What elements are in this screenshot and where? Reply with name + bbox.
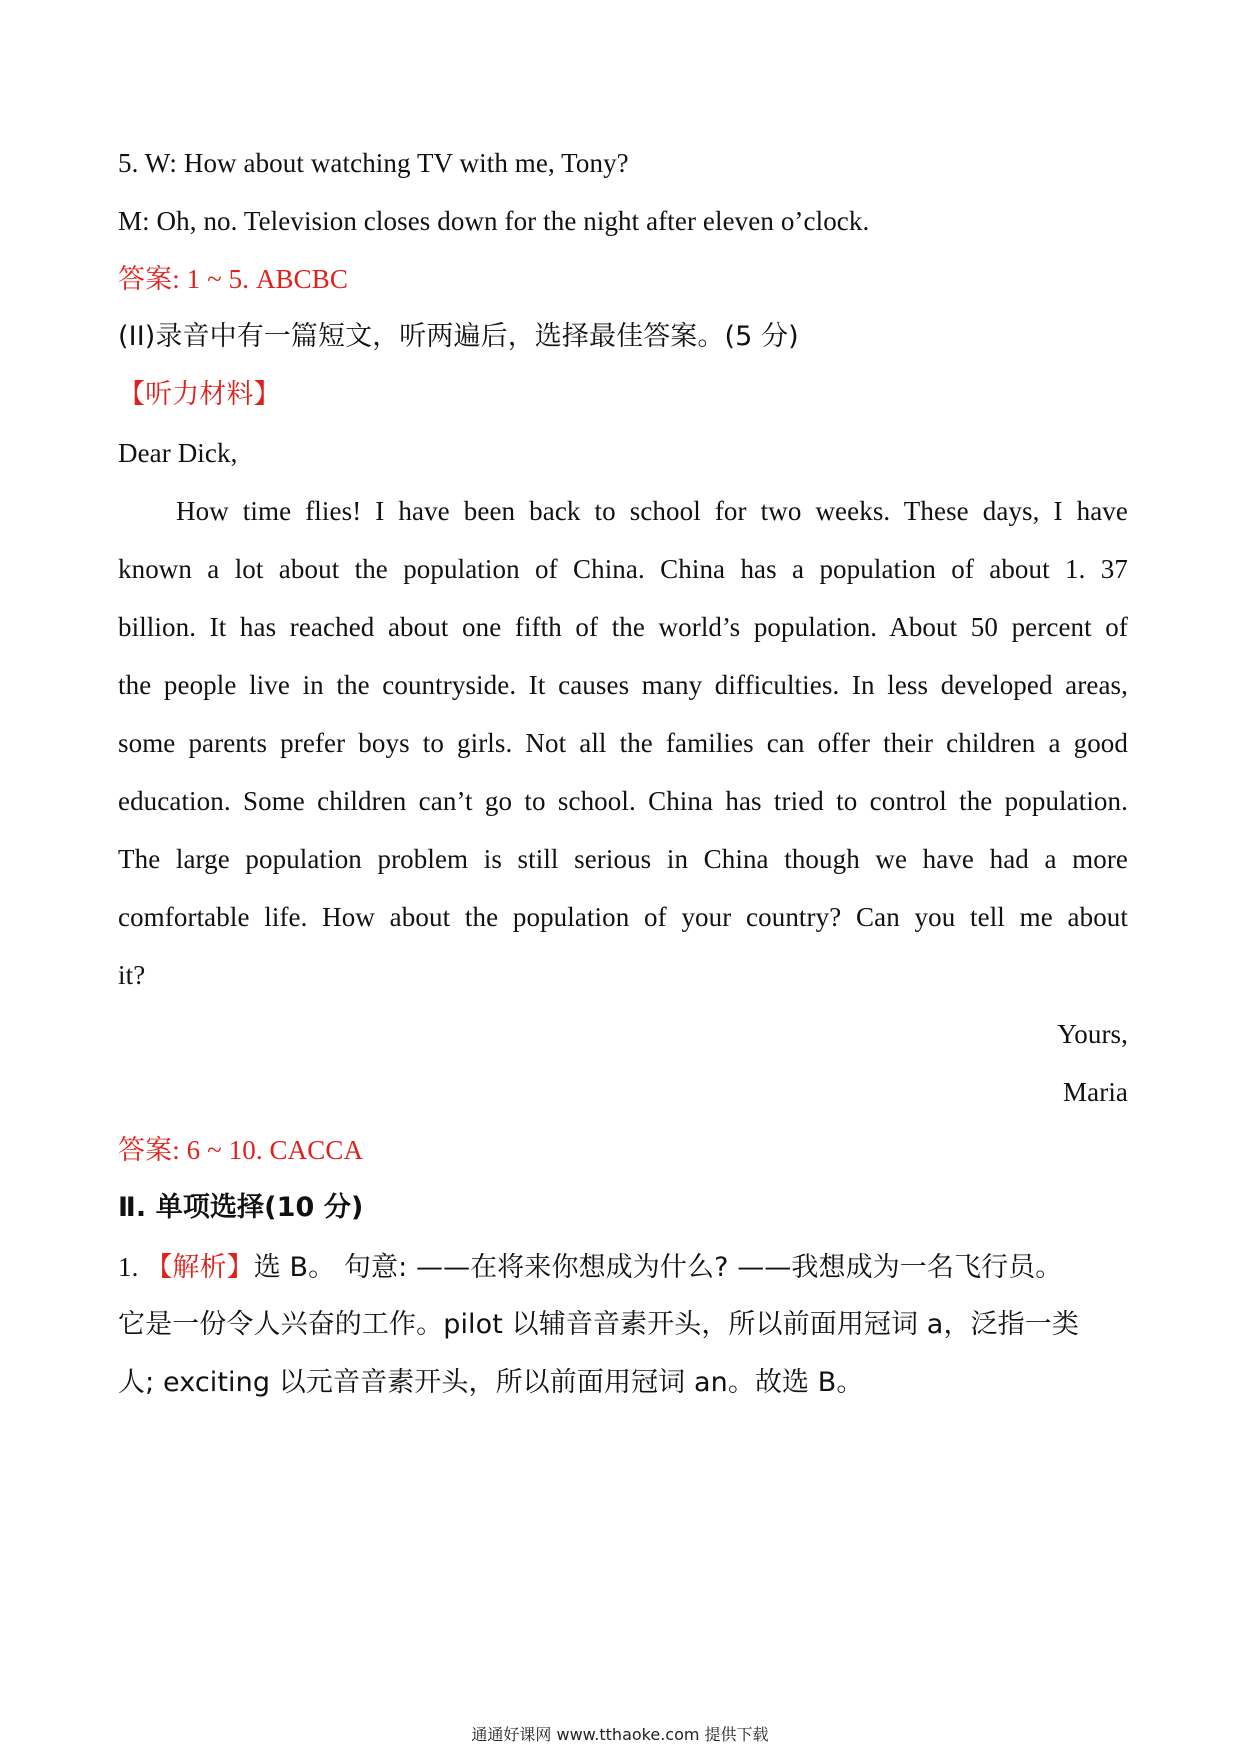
letter-line-4: the people live in the countryside. It causes many difficulties. In less developed areas, [118, 670, 1128, 700]
letter-closing: Yours, [1057, 1019, 1128, 1049]
answer-label: 答案 [118, 1135, 173, 1166]
letter-line-2: known a lot about the population of China. China has a population of about 1. 37 [118, 554, 1128, 584]
listening-material-label: 【听力材料】 [118, 379, 281, 410]
letter-line-5: some parents prefer boys to girls. Not all the families can offer their children a good [118, 728, 1128, 758]
page-footer: 通通好课网 www.tthaoke.com 提供下载 [471, 1725, 769, 1744]
question-1-text: 选 B。 句意: ——在将来你想成为什么? ——我想成为一名飞行员。 [253, 1252, 1063, 1283]
letter-line-7: The large population problem is still serious in China though we have had a more [118, 844, 1128, 874]
dialogue-line-w: 5. W: How about watching TV with me, Tony? [118, 148, 629, 178]
question-1-line-2: 它是一份令人兴奋的工作。pilot 以辅音音素开头，所以前面用冠词 a，泛指一类 [118, 1309, 1079, 1340]
question-1-line-3: 人; exciting 以元音音素开头，所以前面用冠词 an。故选 B。 [118, 1367, 864, 1398]
answer-text: : 1 ~ 5. ABCBC [172, 264, 348, 294]
answer-line-2 [118, 1130, 1128, 1171]
answer-line-1 [118, 259, 1128, 300]
letter-greeting: Dear Dick, [118, 438, 238, 468]
section-two-heading: Ⅱ. 单项选择(10 分) [118, 1192, 364, 1223]
dialogue-line-m: M: Oh, no. Television closes down for the night after eleven o’clock. [118, 206, 870, 236]
letter-line-9: it? [118, 960, 146, 990]
letter-line-1: How time flies! I have been back to school for two weeks. These days, I have [176, 496, 1128, 526]
part-two-heading: (II)录音中有一篇短文，听两遍后，选择最佳答案。(5 分) [118, 321, 799, 352]
answer-label: 答案 [118, 264, 173, 295]
letter-signature: Maria [1063, 1077, 1128, 1107]
letter-line-8: comfortable life. How about the population of your country? Can you tell me about [118, 902, 1128, 932]
question-1-line-1 [118, 1247, 1128, 1288]
answer-text: : 6 ~ 10. CACCA [172, 1135, 364, 1165]
letter-line-3: billion. It has reached about one fifth of the world’s population. About 50 percent of [118, 612, 1128, 642]
analysis-tag: 【解析】 [145, 1252, 254, 1283]
letter-line-6: education. Some children can’t go to school. China has tried to control the population. [118, 786, 1128, 816]
question-number: 1. [118, 1252, 146, 1282]
